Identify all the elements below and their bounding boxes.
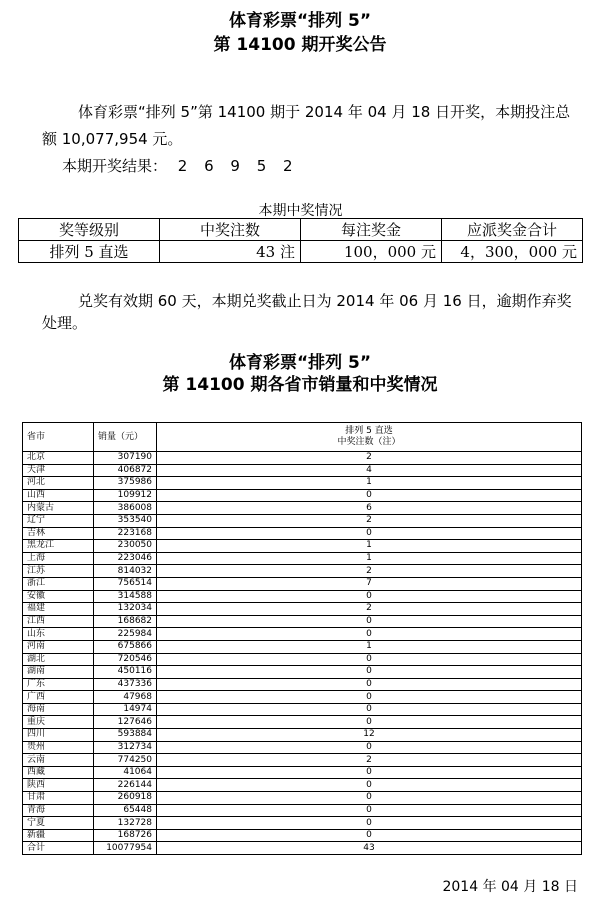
prize-header-count: 中奖注数 [160,219,301,241]
sales-cell-province: 云南 [23,754,94,767]
table-row [23,716,582,729]
sales-cell-amount: 593884 [94,729,157,742]
table-row [23,603,582,616]
sales-cell-winners: 0 [157,489,582,502]
sales-cell-winners: 0 [157,666,582,679]
prize-table-header [19,219,583,241]
redeem-note: 兑奖有效期 60 天，本期兑奖截止日为 2014 年 06 月 16 日，逾期作弃奖处理。 [42,292,572,332]
table-row [23,540,582,553]
table-row [23,552,582,565]
sales-cell-winners: 0 [157,628,582,641]
sales-cell-province: 贵州 [23,741,94,754]
sales-cell-winners: 0 [157,716,582,729]
sales-cell-province: 山西 [23,489,94,502]
table-row [23,703,582,716]
sales-cell-province: 江苏 [23,565,94,578]
table-row [23,502,582,515]
prize-cell-count: 43 注 [160,241,301,263]
sales-cell-province: 北京 [23,452,94,465]
table-row [23,615,582,628]
sales-cell-province: 福建 [23,603,94,616]
sales-cell-amount: 168682 [94,615,157,628]
sales-cell-winners: 4 [157,464,582,477]
result-label: 本期开奖结果： [62,157,168,175]
prize-table-caption: 本期中奖情况 [258,203,343,219]
sales-cell-province: 新疆 [23,829,94,842]
sales-cell-amount: 132728 [94,817,157,830]
table-row [23,691,582,704]
sales-cell-province: 西藏 [23,766,94,779]
sales-cell-winners: 0 [157,829,582,842]
sales-cell-amount: 223168 [94,527,157,540]
sales-cell-amount: 10077954 [94,842,157,855]
sales-cell-winners: 1 [157,552,582,565]
sales-cell-amount: 14974 [94,703,157,716]
sales-cell-amount: 132034 [94,603,157,616]
table-row [23,640,582,653]
sales-cell-province: 湖北 [23,653,94,666]
sales-cell-winners: 2 [157,754,582,767]
sales-cell-province: 陕西 [23,779,94,792]
sales-header-winners-line2: 中奖注数（注） [337,437,401,447]
sales-table-body [23,452,582,855]
sales-cell-amount: 814032 [94,565,157,578]
sales-cell-amount: 774250 [94,754,157,767]
prize-table-row [19,241,583,263]
table-row [23,666,582,679]
table-row [23,565,582,578]
sales-cell-province: 吉林 [23,527,94,540]
sales-cell-province: 宁夏 [23,817,94,830]
page-title-line2: 第 14100 期开奖公告 [213,35,387,55]
sales-cell-amount: 109912 [94,489,157,502]
table-row [23,817,582,830]
sales-cell-province: 江西 [23,615,94,628]
sales-cell-province: 天津 [23,464,94,477]
table-row [23,628,582,641]
table-row [23,729,582,742]
table-row [23,779,582,792]
table-row [23,678,582,691]
sales-cell-amount: 168726 [94,829,157,842]
table-row [23,741,582,754]
table-row [23,464,582,477]
sales-cell-amount: 226144 [94,779,157,792]
sales-cell-amount: 307190 [94,452,157,465]
sales-cell-amount: 41064 [94,766,157,779]
sales-cell-amount: 375986 [94,477,157,490]
sales-cell-winners: 2 [157,514,582,527]
footer-date: 2014 年 04 月 18 日 [442,879,578,895]
sales-cell-province: 海南 [23,703,94,716]
result-numbers: 2 6 9 5 2 [177,157,299,175]
sales-cell-winners: 0 [157,804,582,817]
sales-cell-province: 黑龙江 [23,540,94,553]
sales-cell-province: 广西 [23,691,94,704]
sales-cell-winners: 1 [157,477,582,490]
sales-cell-amount: 127646 [94,716,157,729]
table-row [23,842,582,855]
sales-cell-amount: 450116 [94,666,157,679]
sales-header-winners [157,423,582,452]
sales-cell-winners: 0 [157,653,582,666]
sales-cell-province: 重庆 [23,716,94,729]
sales-table-header [23,423,582,452]
sales-cell-winners: 0 [157,590,582,603]
sales-cell-winners: 0 [157,678,582,691]
sales-cell-winners: 2 [157,603,582,616]
sales-cell-winners: 0 [157,527,582,540]
sales-cell-winners: 0 [157,703,582,716]
sales-cell-province: 辽宁 [23,514,94,527]
prize-header-total: 应派奖金合计 [442,219,583,241]
sales-cell-province: 甘肃 [23,792,94,805]
sales-cell-amount: 312734 [94,741,157,754]
sales-cell-winners: 7 [157,577,582,590]
sales-cell-winners: 12 [157,729,582,742]
sales-cell-amount: 230050 [94,540,157,553]
sales-cell-province: 安徽 [23,590,94,603]
sales-cell-amount: 720546 [94,653,157,666]
sales-cell-amount: 225984 [94,628,157,641]
sales-cell-province: 河南 [23,640,94,653]
sales-cell-amount: 65448 [94,804,157,817]
result-line [62,156,299,176]
sales-header-province: 省市 [23,423,94,452]
sales-cell-amount: 47968 [94,691,157,704]
sales-cell-winners: 0 [157,766,582,779]
prize-table [18,218,583,263]
sales-cell-winners: 1 [157,640,582,653]
table-row [23,577,582,590]
sales-cell-amount: 260918 [94,792,157,805]
sales-cell-amount: 314588 [94,590,157,603]
sales-cell-amount: 406872 [94,464,157,477]
sales-cell-amount: 756514 [94,577,157,590]
sales-cell-province: 广东 [23,678,94,691]
sales-cell-province: 湖南 [23,666,94,679]
prize-cell-level: 排列 5 直选 [19,241,160,263]
sales-cell-province: 内蒙古 [23,502,94,515]
sales-cell-province: 山东 [23,628,94,641]
table-row [23,527,582,540]
prize-header-level: 奖等级别 [19,219,160,241]
prize-header-amount: 每注奖金 [301,219,442,241]
sales-cell-winners: 0 [157,741,582,754]
table-row [23,452,582,465]
sales-cell-winners: 0 [157,691,582,704]
sales-cell-province: 浙江 [23,577,94,590]
sales-cell-winners: 6 [157,502,582,515]
table-row [23,514,582,527]
sales-cell-province: 合计 [23,842,94,855]
sales-cell-amount: 675866 [94,640,157,653]
table-row [23,804,582,817]
prize-cell-amount: 100，000 元 [301,241,442,263]
page-title-line1: 体育彩票“排列 5” [228,11,372,31]
sales-title-line1: 体育彩票“排列 5” [228,353,372,373]
sales-cell-amount: 437336 [94,678,157,691]
sales-cell-amount: 353540 [94,514,157,527]
table-row [23,477,582,490]
sales-table [22,422,582,855]
sales-cell-winners: 0 [157,779,582,792]
sales-cell-winners: 0 [157,817,582,830]
table-row [23,653,582,666]
sales-cell-province: 河北 [23,477,94,490]
sales-header-winners-line1: 排列 5 直选 [345,426,393,436]
announcement-paragraph: 体育彩票“排列 5”第 14100 期于 2014 年 04 月 18 日开奖，本期投注总额 10,077,954 元。 [42,103,571,148]
sales-cell-winners: 0 [157,615,582,628]
prize-cell-total: 4，300，000 元 [442,241,583,263]
table-row [23,829,582,842]
sales-cell-winners: 43 [157,842,582,855]
sales-cell-province: 上海 [23,552,94,565]
sales-cell-winners: 0 [157,792,582,805]
sales-title-line2: 第 14100 期各省市销量和中奖情况 [162,375,438,395]
sales-cell-province: 四川 [23,729,94,742]
table-row [23,754,582,767]
sales-cell-winners: 1 [157,540,582,553]
table-row [23,590,582,603]
sales-cell-amount: 223046 [94,552,157,565]
table-row [23,766,582,779]
sales-cell-amount: 386008 [94,502,157,515]
table-row [23,489,582,502]
table-row [23,792,582,805]
sales-cell-province: 青海 [23,804,94,817]
sales-header-sales: 销量（元） [94,423,157,452]
sales-cell-winners: 2 [157,452,582,465]
sales-cell-winners: 2 [157,565,582,578]
